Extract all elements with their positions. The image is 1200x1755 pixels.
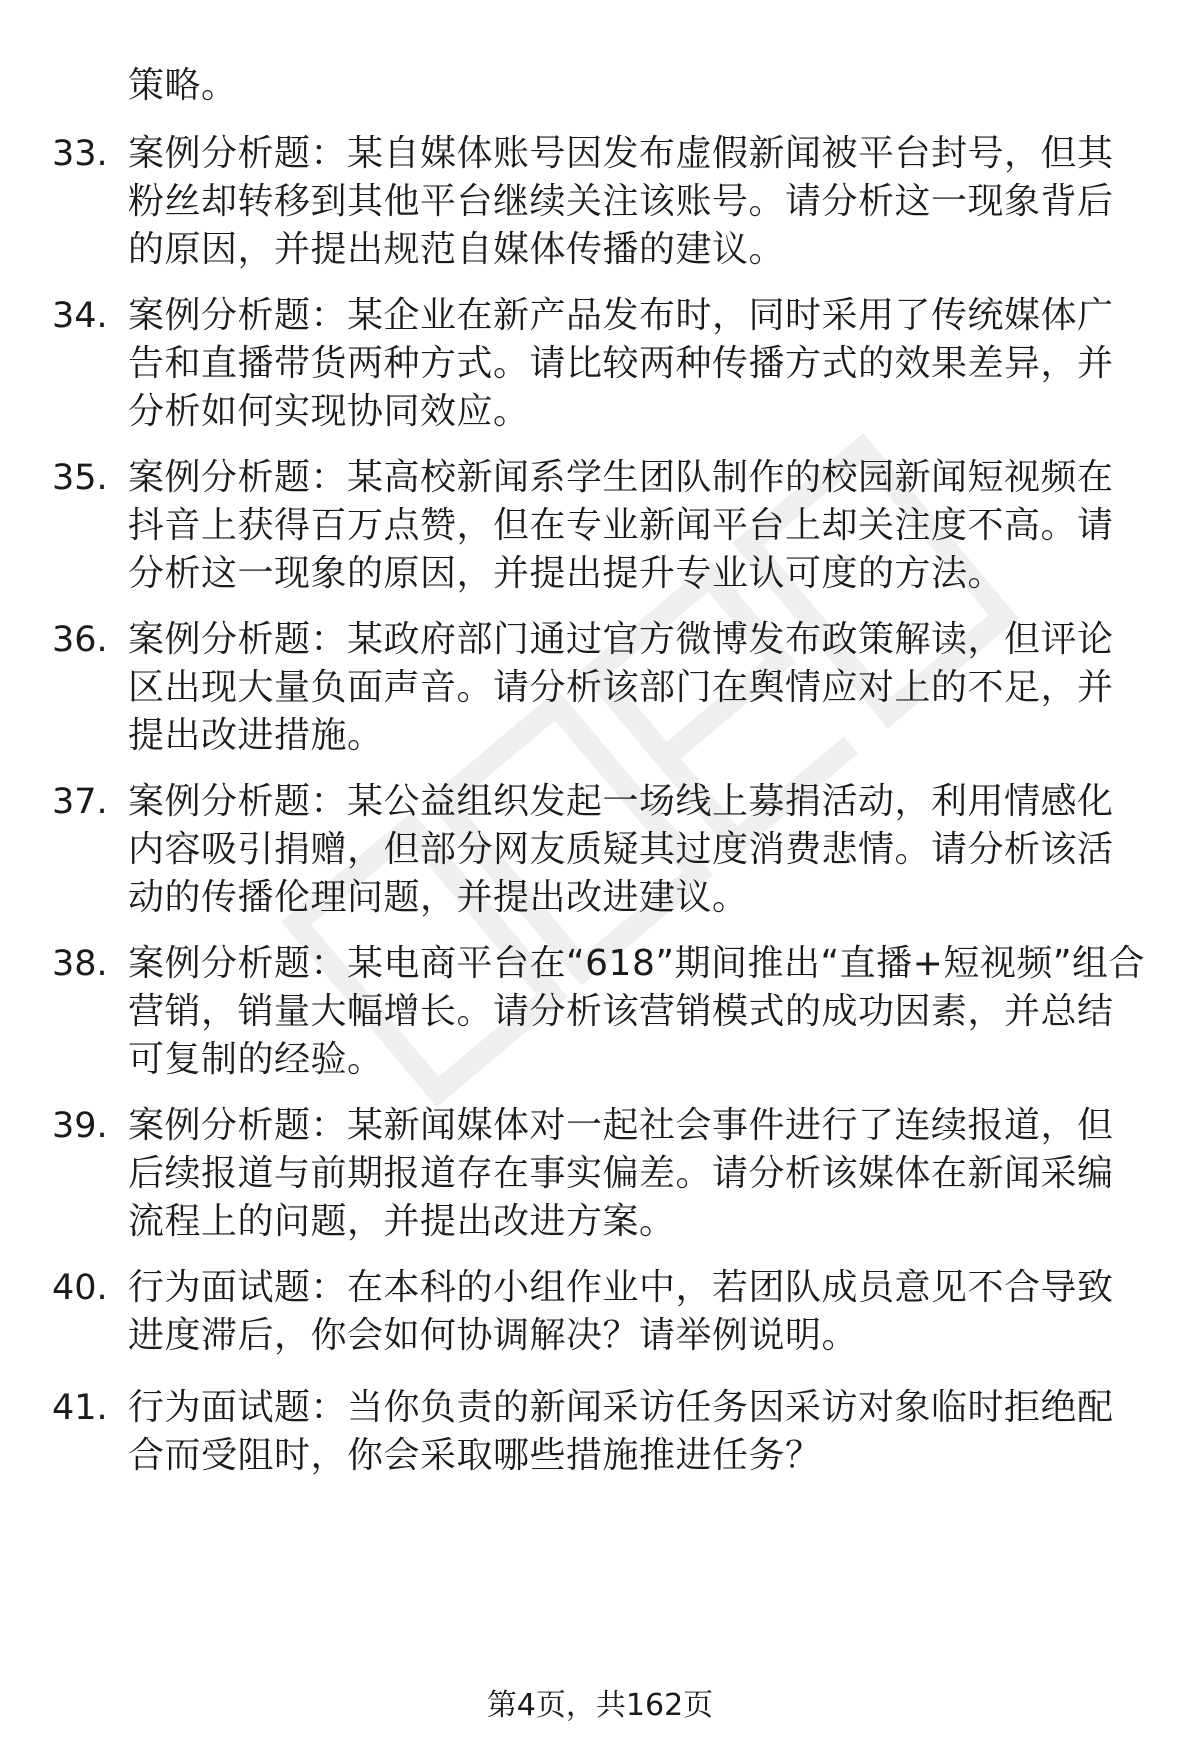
continuation-text: 策略。 — [128, 65, 238, 106]
question-text: 案例分析题：某高校新闻系学生团队制作的校园新闻短视频在抖音上获得百万点赞，但在专业新闻平台上却关注度不高。请分析这一现象的原因，并提出提升专业认可度的方法。 — [128, 457, 1114, 594]
question-text: 案例分析题：某新闻媒体对一起社会事件进行了连续报道，但后续报道与前期报道存在事实偏差。请分析该媒体在新闻采编流程上的问题，并提出改进方案。 — [128, 1105, 1114, 1242]
question-number: 33. — [52, 134, 108, 174]
question-text: 案例分析题：某自媒体账号因发布虚假新闻被平台封号，但其粉丝却转移到其他平台继续关注该账号。请分析这一现象背后的原因，并提出规范自媒体传播的建议。 — [128, 133, 1114, 270]
question-number: 39. — [52, 1106, 108, 1146]
page-footer: 第4页，共162页 — [486, 1688, 714, 1723]
question-number: 35. — [52, 458, 108, 498]
question-text: 案例分析题：某企业在新产品发布时，同时采用了传统媒体广告和直播带货两种方式。请比较两种传播方式的效果差异，并分析如何实现协同效应。 — [128, 295, 1114, 432]
question-number: 41. — [52, 1388, 108, 1428]
question-text: 案例分析题：某电商平台在“618”期间推出“直播+短视频”组合营销，销量大幅增长。请分析该营销模式的成功因素，并总结可复制的经验。 — [128, 943, 1145, 1080]
question-number: 37. — [52, 782, 108, 822]
question-number: 36. — [52, 620, 108, 660]
question-text: 行为面试题：当你负责的新闻采访任务因采访对象临时拒绝配合而受阻时，你会采取哪些措施推进任务？ — [128, 1387, 1114, 1476]
question-text: 案例分析题：某政府部门通过官方微博发布政策解读，但评论区出现大量负面声音。请分析该部门在舆情应对上的不足，并提出改进措施。 — [128, 619, 1114, 756]
question-number: 40. — [52, 1268, 108, 1308]
question-number: 34. — [52, 296, 108, 336]
question-number: 38. — [52, 944, 108, 984]
question-text: 案例分析题：某公益组织发起一场线上募捐活动，利用情感化内容吸引捐赠，但部分网友质疑其过度消费悲情。请分析该活动的传播伦理问题，并提出改进建议。 — [128, 781, 1114, 918]
question-text: 行为面试题：在本科的小组作业中，若团队成员意见不合导致进度滞后，你会如何协调解决？请举例说明。 — [128, 1267, 1114, 1356]
